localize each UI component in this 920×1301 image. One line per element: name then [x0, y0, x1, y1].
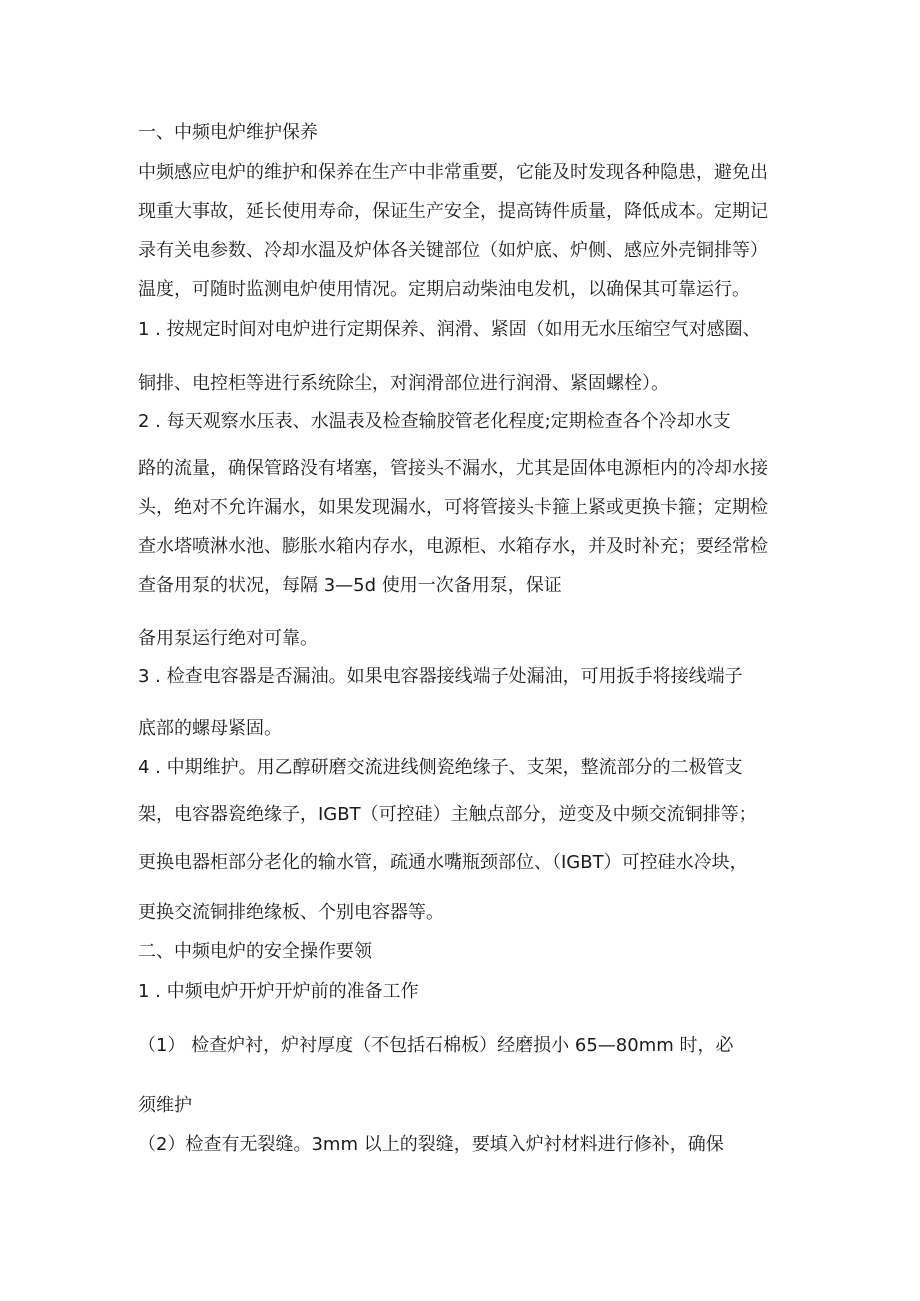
paragraph-line: 更换交流铜排绝缘板、个别电容器等。 — [138, 902, 444, 923]
section-heading-1: 一、中频电炉维护保养 — [138, 122, 318, 143]
paragraph-line: 更换电器柜部分老化的输水管，疏通水嘴瓶颈部位、（IGBT）可控硅水冷块， — [138, 852, 748, 873]
list-item-4: 4 . 中期维护。用乙醇研磨交流进线侧瓷绝缘子、支架，整流部分的二极管支 — [138, 757, 743, 778]
paragraph-line: 查备用泵的状况，每隔 3—5d 使用一次备用泵，保证 — [138, 575, 562, 596]
paragraph-line: 备用泵运行绝对可靠。 — [138, 628, 318, 649]
list-item-3: 3 . 检查电容器是否漏油。如果电容器接线端子处漏油，可用扳手将接线端子 — [138, 666, 743, 687]
paragraph-line: 底部的螺母紧固。 — [138, 718, 282, 739]
paragraph-line: 温度，可随时监测电炉使用情况。定期启动柴油电发机，以确保其可靠运行。 — [138, 279, 750, 300]
paragraph-line: 架，电容器瓷绝缘子，IGBT（可控硅）主触点部分，逆变及中频交流铜排等； — [138, 804, 757, 825]
paragraph-line: 中频感应电炉的维护和保养在生产中非常重要，它能及时发现各种隐患，避免出 — [138, 162, 768, 183]
sub-item-2: （2）检查有无裂缝。3mm 以上的裂缝，要填入炉衬材料进行修补，确保 — [138, 1134, 724, 1155]
paragraph-line: 路的流量，确保管路没有堵塞，管接头不漏水，尤其是固体电源柜内的冷却水接 — [138, 458, 768, 479]
paragraph-line: 须维护 — [138, 1095, 192, 1116]
section-heading-2: 二、中频电炉的安全操作要领 — [138, 941, 372, 962]
paragraph-line: 铜排、电控柜等进行系统除尘，对润滑部位进行润滑、紧固螺栓）。 — [138, 373, 669, 394]
list-item-1: 1 . 按规定时间对电炉进行定期保养、润滑、紧固（如用无水压缩空气对感圈、 — [138, 319, 761, 340]
list-item-1: 1 . 中频电炉开炉开炉前的准备工作 — [138, 981, 419, 1002]
paragraph-line: 录有关电参数、冷却水温及炉体各关键部位（如炉底、炉侧、感应外壳铜排等） — [138, 240, 768, 261]
paragraph-line: 查水塔喷淋水池、膨胀水箱内存水，电源柜、水箱存水，并及时补充；要经常检 — [138, 536, 768, 557]
sub-item-1: （1） 检查炉衬，炉衬厚度（不包括石棉板）经磨损小 65—80mm 时，必 — [138, 1035, 734, 1056]
list-item-2: 2 . 每天观察水压表、水温表及检查输胶管老化程度;定期检查各个冷却水支 — [138, 411, 731, 432]
paragraph-line: 现重大事故，延长使用寿命，保证生产安全，提高铸件质量，降低成本。定期记 — [138, 201, 768, 222]
paragraph-line: 头，绝对不允许漏水，如果发现漏水，可将管接头卡箍上紧或更换卡箍；定期检 — [138, 497, 768, 518]
